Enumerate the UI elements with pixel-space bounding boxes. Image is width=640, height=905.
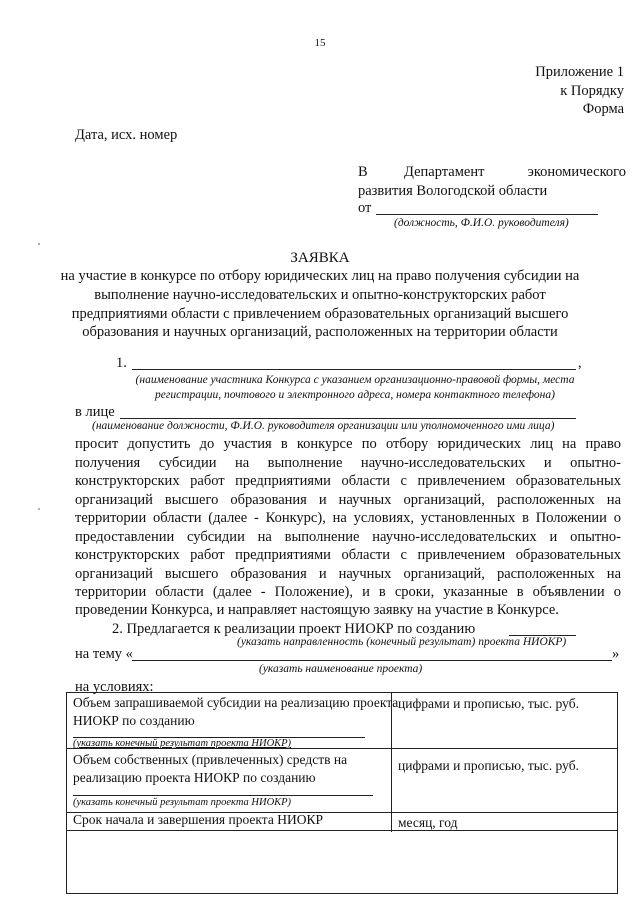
date-label: Дата, исх. номер	[75, 127, 178, 143]
table-column-divider	[391, 692, 392, 832]
addressee-from-line[interactable]	[376, 214, 598, 215]
addressee-line-2: развития Вологодской области	[358, 183, 548, 199]
item-1-comma: ,	[578, 355, 582, 371]
table-row-1-left-1: Объем запрашиваемой субсидии на реализацию проекта	[73, 695, 399, 710]
table-row-3-right[interactable]: месяц, год	[398, 815, 458, 830]
document-title: ЗАЯВКА	[290, 250, 350, 266]
participant-hint-2: регистрации, почтового и электронного адреса, номера контактного телефона)	[155, 389, 555, 401]
body-line: предоставлении субсидии на выполнение научно-исследовательских и опытно-	[75, 529, 621, 545]
table-row-3-left: Срок начала и завершения проекта НИОКР	[73, 812, 323, 827]
body-line: получения субсидии на выполнение научно-исследовательских и опытно-	[75, 455, 621, 471]
project-direction-hint: (указать направленность (конечный результат) проекта НИОКР)	[237, 636, 567, 648]
person-hint: (наименование должности, Ф.И.О. руководителя организации или уполномоченного ими лица)	[92, 420, 555, 432]
table-row-divider	[66, 830, 617, 831]
conditions-label: на условиях:	[75, 679, 154, 695]
scan-dot	[38, 243, 40, 245]
table-row-2-left-2: реализацию проекта НИОКР по созданию	[73, 770, 316, 785]
body-line: просит допустить до участия в конкурсе по отбору юридических лиц на право	[75, 436, 621, 452]
subtitle-line-1: на участие в конкурсе по отбору юридических лиц на право получения субсидии на	[60, 268, 580, 284]
table-row-2-hint: (указать конечный результат проекта НИОКР)	[73, 797, 292, 808]
topic-label: на тему «	[75, 646, 133, 662]
participant-hint-1: (наименование участника Конкурса с указанием организационно-правовой формы, места	[135, 374, 575, 386]
table-row-2-left-1: Объем собственных (привлеченных) средств на	[73, 752, 348, 767]
item-2-text: 2. Предлагается к реализации проект НИОКР по созданию	[112, 621, 476, 637]
body-line: организаций высшего образования и научных организаций, расположенных на	[75, 492, 621, 508]
item-1-number: 1.	[116, 355, 127, 371]
body-line: территории области (далее - Конкурс), на условиях, установленных в Положении о	[75, 510, 621, 526]
scan-dot	[38, 508, 40, 510]
appendix-line-2: к Порядку	[560, 83, 624, 99]
subtitle-line-4: образования и научных организаций, расположенных на территории области	[82, 324, 558, 340]
addressee-econ: экономического	[527, 164, 626, 180]
appendix-form-label: Форма	[582, 101, 624, 117]
table-row-1-left-2: НИОКР по созданию	[73, 713, 195, 728]
subtitle-line-3: предприятиями области с привлечением образовательных организаций высшего	[71, 306, 569, 322]
page-number: 15	[314, 37, 326, 49]
addressee-dept: Департамент	[404, 164, 485, 180]
body-line: территории области (далее - Положение), и в сроки, указанные в объявлении о	[75, 584, 621, 600]
subtitle-line-2: выполнение научно-исследовательских и опытно-конструкторских работ	[94, 287, 546, 303]
table-row-1-right[interactable]: цифрами и прописью, тыс. руб.	[398, 696, 579, 711]
appendix-line-1: Приложение 1	[535, 64, 624, 80]
body-line: организаций высшего образования и научных организаций, расположенных на	[75, 566, 621, 582]
body-last-line: проведении Конкурса, и направляет настоящую заявку на участие в Конкурсе.	[75, 602, 559, 618]
topic-line[interactable]	[132, 660, 612, 661]
topic-hint: (указать наименование проекта)	[259, 663, 423, 675]
table-row-1-hint: (указать конечный результат проекта НИОКР)	[73, 738, 292, 749]
addressee-prefix: В	[358, 164, 368, 180]
body-line: конструкторских работ предприятиями области с привлечением образовательных	[75, 473, 621, 489]
participant-name-line[interactable]	[132, 369, 576, 370]
person-label: в лице	[75, 404, 115, 420]
addressee-from-hint: (должность, Ф.И.О. руководителя)	[394, 217, 569, 229]
addressee-from-label: от	[358, 200, 372, 216]
table-row-2-right[interactable]: цифрами и прописью, тыс. руб.	[398, 758, 579, 773]
body-line: конструкторских работ предприятиями области с привлечением образовательных	[75, 547, 621, 563]
topic-close: »	[612, 646, 620, 662]
